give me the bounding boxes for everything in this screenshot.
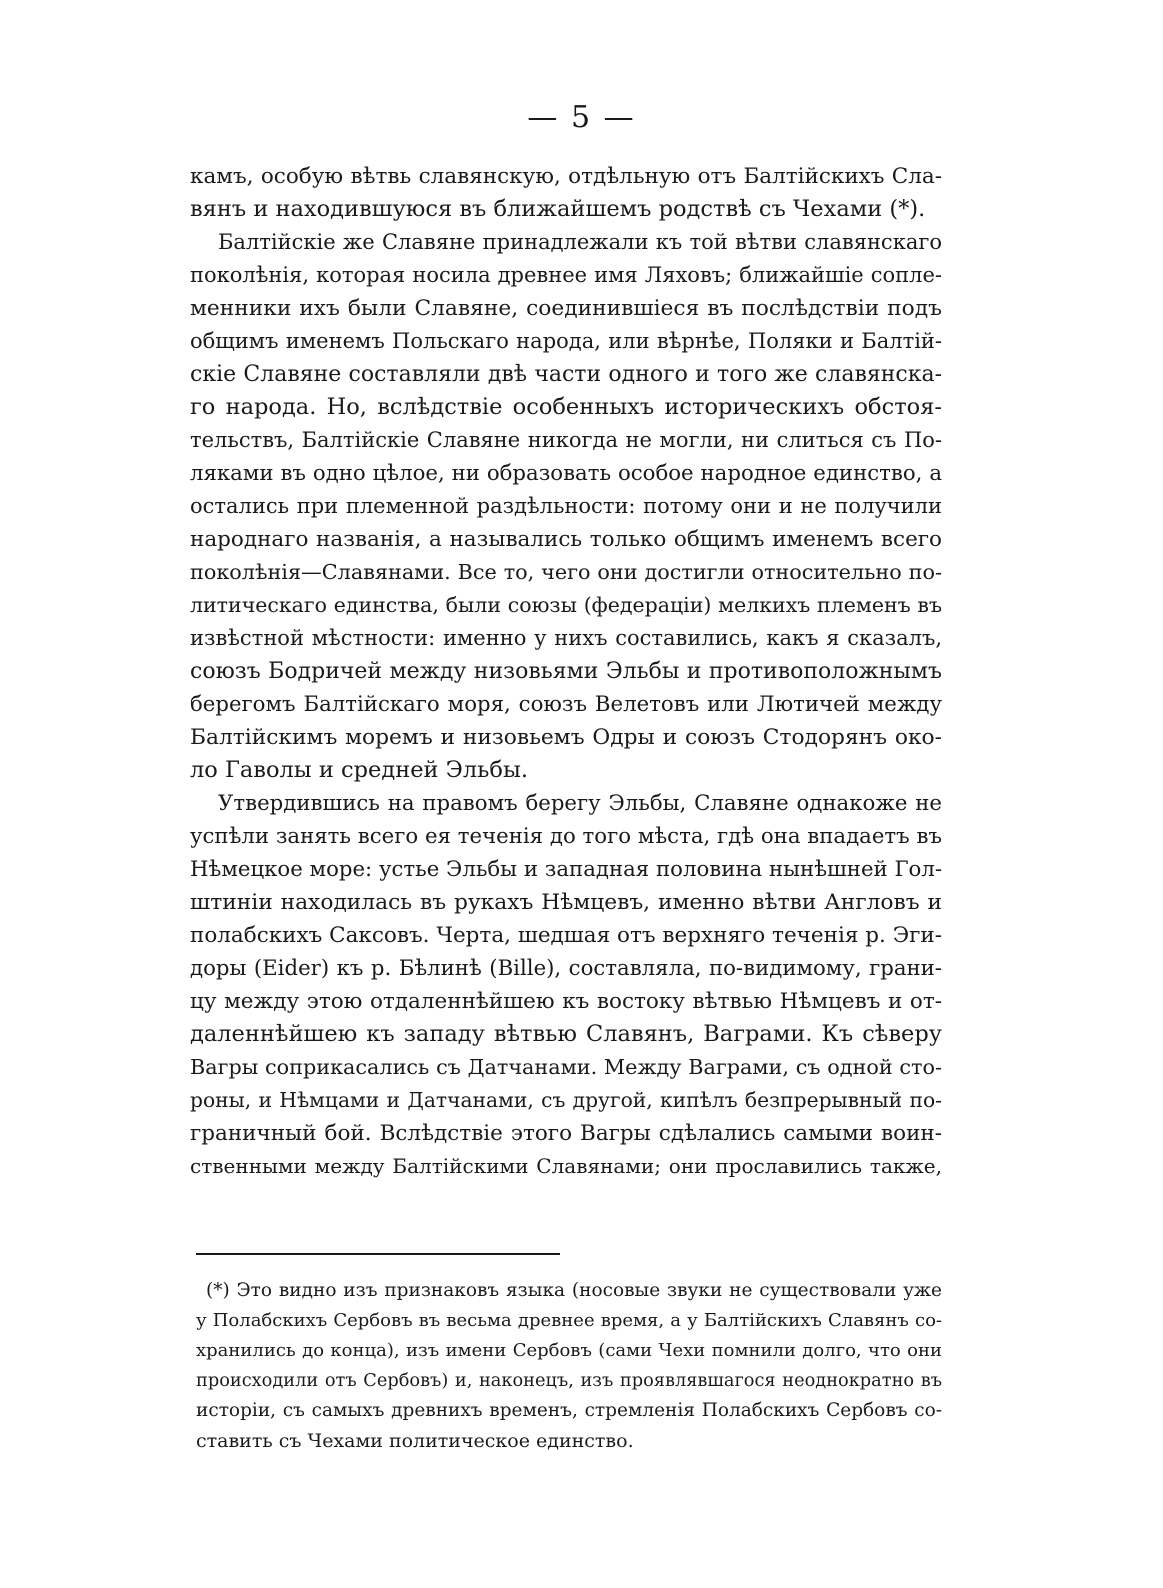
text-line: штиніи находилась въ рукахъ Нѣмцевъ, именно вѣтви Англовъ и: [190, 890, 942, 915]
footnote-divider: [196, 1253, 560, 1255]
footnote-line: ставить съ Чехами политическое единство.: [196, 1430, 634, 1452]
text-line: ляками въ одно цѣлое, ни образовать особое народное единство, а: [190, 461, 942, 486]
footnote-line: у Полабскихъ Сербовъ въ весьма древнее время, а у Балтійскихъ Славянъ со-: [196, 1310, 942, 1331]
text-line: доры (Eider) къ р. Бѣлинѣ (Bille), составляла, по-видимому, грани-: [190, 956, 942, 981]
text-line: менники ихъ были Славяне, соединившіеся въ послѣдствіи подъ: [190, 296, 942, 321]
text-line: граничный бой. Вслѣдствіе этого Вагры сдѣлались самыми воин-: [190, 1121, 942, 1146]
text-line: ственными между Балтійскими Славянами; они прославились также,: [190, 1154, 942, 1178]
page-number: — 5 —: [527, 100, 636, 135]
text-line: союзъ Бодричей между низовьями Эльбы и противоположнымъ: [190, 659, 942, 684]
main-text: [190, 160, 942, 1183]
text-line: народнаго названія, а назывались только общимъ именемъ всего: [190, 527, 942, 552]
text-line: поколѣнія—Славянами. Все то, чего они достигли относительно по-: [190, 560, 942, 584]
footnote-line: хранились до конца), изъ имени Сербовъ (сами Чехи помнили долго, что они: [196, 1340, 942, 1361]
text-line: го народа. Но, вслѣдствіе особенныхъ историческихъ обстоя-: [190, 394, 942, 420]
text-line: Нѣмецкое море: устье Эльбы и западная половина нынѣшней Гол-: [190, 857, 942, 882]
text-line: поколѣнія, которая носила древнее имя Ляховъ; ближайшіе сопле-: [190, 263, 942, 287]
text-line: даленнѣйшею къ западу вѣтвью Славянъ, Ваграми. Къ сѣверу: [190, 1021, 942, 1047]
text-line: общимъ именемъ Польскаго народа, или вѣрнѣе, Поляки и Балтій-: [190, 329, 942, 353]
text-line: литическаго единства, были союзы (федераціи) мелкихъ племенъ въ: [190, 593, 942, 617]
text-line: скіе Славяне составляли двѣ части одного и того же славянска-: [190, 362, 942, 387]
text-line: Вагры соприкасались съ Датчанами. Между Ваграми, съ одной сто-: [190, 1055, 942, 1079]
text-line: цу между этою отдаленнѣйшею къ востоку вѣтвью Нѣмцевъ и от-: [190, 989, 942, 1014]
footnote: [196, 1276, 942, 1456]
text-line: Балтійскіе же Славяне принадлежали къ той вѣтви славянскаго: [218, 230, 942, 254]
text-line: берегомъ Балтійскаго моря, союзъ Велетовъ или Лютичей между: [190, 692, 942, 717]
text-line: полабскихъ Саксовъ. Черта, шедшая отъ верхняго теченія р. Эги-: [190, 923, 942, 948]
text-line: ло Гаволы и средней Эльбы.: [190, 757, 529, 783]
text-line: камъ, особую вѣтвь славянскую, отдѣльную отъ Балтійскихъ Сла-: [190, 164, 942, 189]
footnote-line: происходили отъ Сербовъ) и, наконецъ, изъ проявлявшагося неоднократно въ: [196, 1371, 942, 1391]
text-line: Утвердившись на правомъ берегу Эльбы, Славяне однакоже не: [218, 791, 942, 816]
text-line: роны, и Нѣмцами и Датчанами, съ другой, кипѣлъ безпрерывный по-: [190, 1088, 942, 1112]
text-line: Балтійскимъ моремъ и низовьемъ Одры и союзъ Стодорянъ око-: [190, 725, 942, 750]
footnote-line: (*) Это видно изъ признаковъ языка (носовые звуки не существовали уже: [206, 1280, 942, 1301]
footnote-line: исторіи, съ самыхъ древнихъ временъ, стремленія Полабскихъ Сербовъ со-: [196, 1400, 942, 1421]
text-line: вянъ и находившуюся въ ближайшемъ родствѣ съ Чехами (*).: [190, 196, 926, 222]
text-line: остались при племенной раздѣльности: потому они и не получили: [190, 494, 942, 518]
text-line: успѣли занять всего ея теченія до того мѣста, гдѣ она впадаетъ въ: [190, 824, 942, 849]
text-line: извѣстной мѣстности: именно у нихъ составились, какъ я сказалъ,: [190, 626, 942, 650]
text-line: тельствъ, Балтійскіе Славяне никогда не могли, ни слиться съ По-: [190, 428, 942, 452]
